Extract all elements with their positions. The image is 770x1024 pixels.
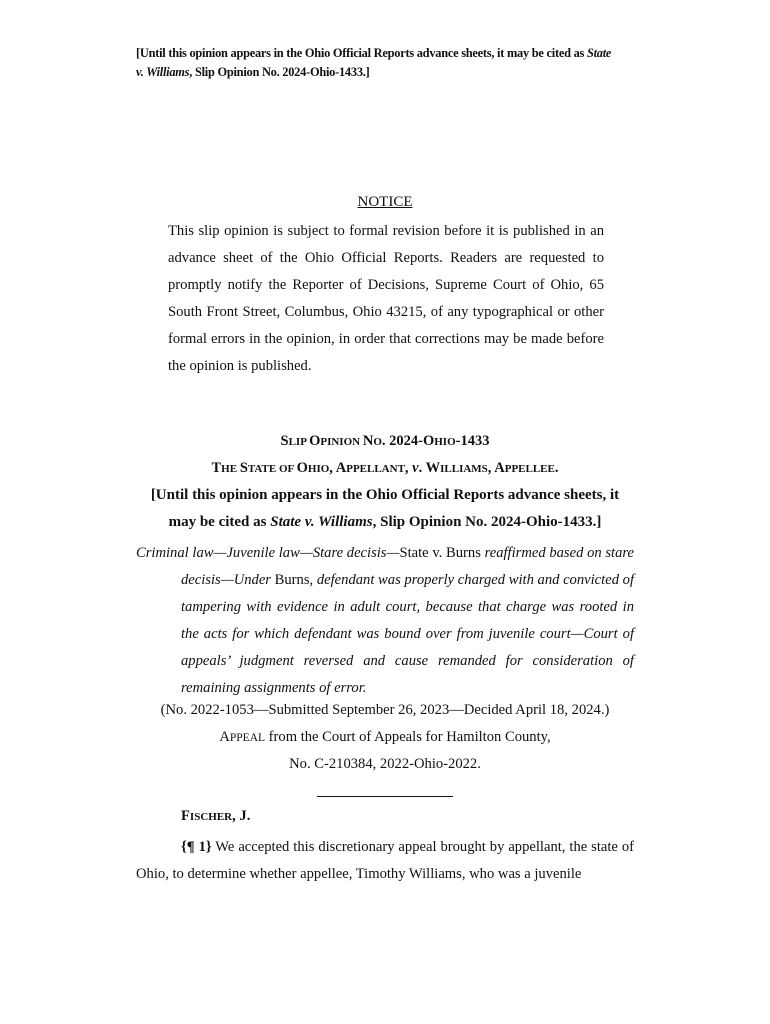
cap-dot: .: [418, 460, 426, 476]
slip-o: O: [309, 433, 321, 449]
syllabus-burns: Burns: [274, 572, 310, 588]
slip-lip: LIP: [288, 436, 310, 448]
slip-opinion-number: [100, 433, 670, 450]
cap-t: T: [211, 460, 222, 476]
notice-body: This slip opinion is subject to formal revision before it is published in an advance sheet of the Ohio Official Reports. Readers are requested to promptly notify the Reporter of Decisions, Supreme Court of Ohio, 65 South Front Street, Columbus, Ohio 43215, of any typographical or other formal errors in the opinion, in order that corrections may be made before the opinion is published.: [168, 223, 604, 374]
cap-v: v: [412, 460, 419, 476]
cap-s: S: [239, 460, 248, 476]
cap-he: HE: [221, 463, 240, 475]
cap-tate: TATE OF: [247, 463, 297, 475]
slip-tail: -1433: [455, 433, 490, 449]
header-note-cite-v: v. Williams: [136, 65, 190, 79]
syllabus-part1: Criminal law—Juvenile law—Stare decisis—: [136, 545, 400, 561]
appeal-ppeal: PPEAL: [229, 732, 266, 744]
opinion-paragraph-1: [136, 834, 634, 888]
slip-hio: HIO: [434, 436, 456, 448]
appeal-rest: from the Court of Appeals for Hamilton County,: [265, 729, 551, 745]
case-caption: [100, 460, 670, 477]
cap-a: A: [335, 460, 347, 476]
appeal-line: [100, 729, 670, 746]
cap-comma3: ,: [487, 460, 495, 476]
paragraph-text: We accepted this discretionary appeal brought by appellant, the state of Ohio, to determine whether appellee, Timothy Williams, who was a juvenile: [136, 839, 634, 882]
procedural-dates: (No. 2022-1053—Submitted September 26, 2023—Decided April 18, 2024.): [160, 702, 610, 718]
syllabus-part2: reaffirmed based on stare decisis—Under: [181, 545, 634, 588]
bracket-cite: State v. Williams: [270, 514, 373, 530]
author-f: F: [181, 808, 190, 824]
cap-a2: A: [494, 460, 505, 476]
cap-comma2: ,: [404, 460, 413, 476]
syllabus-case-name: State v. Burns: [399, 545, 481, 561]
lower-court-citation: No. C-210384, 2022-Ohio-2022.: [289, 756, 481, 772]
cap-ppellee: PPELLEE: [504, 463, 555, 475]
appeal-a: A: [219, 729, 230, 745]
bracket-prefix: may be cited as: [168, 514, 271, 530]
syllabus-headnote: [136, 540, 634, 702]
cap-w: W: [425, 460, 441, 476]
slip-o2: O: [373, 436, 382, 448]
section-divider: [317, 796, 453, 797]
cap-illiams: ILLIAMS: [440, 463, 488, 475]
header-note-suffix: , Slip Opinion No. 2024-Ohio-1433.]: [189, 65, 370, 79]
cap-ppellant: PPELLANT: [346, 463, 405, 475]
bracket-suffix: , Slip Opinion No. 2024-Ohio-1433.]: [372, 514, 602, 530]
notice-title: NOTICE: [357, 194, 413, 210]
cap-o: O: [296, 460, 308, 476]
citation-bracket-line2: [100, 514, 670, 531]
citation-bracket-line1: [Until this opinion appears in the Ohio Official Reports advance sheets, it: [150, 487, 620, 503]
slip-n: N: [362, 433, 374, 449]
slip-num: . 2024-O: [381, 433, 435, 449]
syllabus-part3: , defendant was properly charged with and convicted of tampering with evidence in adult court, because that charge was rooted in the acts for which defendant was bound over from juvenile court—Court of appeals’ judgment reversed and cause remanded for consideration of remaining assignments of error.: [181, 572, 634, 696]
paragraph-mark: {¶ 1}: [181, 839, 212, 855]
opinion-author: [181, 808, 250, 825]
slip-pinion: PINION: [320, 436, 363, 448]
cap-hio: HIO: [307, 463, 330, 475]
citation-header-note: [136, 44, 636, 82]
slip-s: S: [280, 433, 289, 449]
cap-comma1: ,: [329, 460, 336, 476]
header-note-cite-state: State: [586, 46, 612, 60]
author-tail: , J.: [232, 808, 251, 824]
header-note-prefix: [Until this opinion appears in the Ohio Official Reports advance sheets, it may be cited as: [136, 46, 587, 60]
cap-end: .: [554, 460, 559, 476]
author-ischer: ISCHER: [189, 811, 233, 823]
